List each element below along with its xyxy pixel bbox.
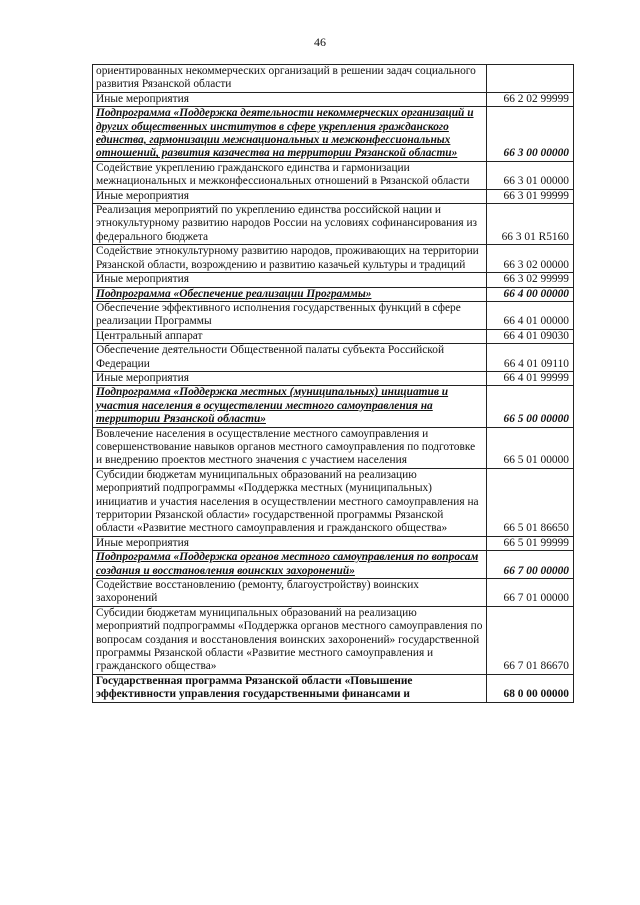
table-row xyxy=(93,606,574,674)
row-name: Иные мероприятия xyxy=(93,536,487,550)
subprogram-row xyxy=(93,386,574,427)
table-row xyxy=(93,65,574,93)
row-name: ориентированных некоммерческих организаций в решении задач социального развития Рязанской области xyxy=(93,65,487,93)
row-code: 66 3 02 99999 xyxy=(487,273,574,287)
table-row xyxy=(93,273,574,287)
row-code: 66 5 00 00000 xyxy=(487,386,574,427)
table-row xyxy=(93,468,574,536)
row-name: Иные мероприятия xyxy=(93,371,487,385)
subprogram-row xyxy=(93,287,574,301)
table-row xyxy=(93,204,574,245)
row-name: Содействие этнокультурному развитию народов, проживающих на территории Рязанской области, возрождению и развитию казачьей культуры и традиций xyxy=(93,245,487,273)
row-name: Подпрограмма «Поддержка местных (муниципальных) инициатив и участия населения в осуществлении местного самоуправления на территории Рязанской области» xyxy=(93,386,487,427)
row-name: Подпрограмма «Поддержка деятельности некоммерческих организаций и других общественных институтов в сфере укрепления гражданского единства, гармонизации межнациональных и межконфессиональных отношений, развития казачества на территории Рязанской области» xyxy=(93,107,487,162)
row-name: Содействие восстановлению (ремонту, благоустройству) воинских захоронений xyxy=(93,579,487,607)
table-row xyxy=(93,579,574,607)
table-row xyxy=(93,371,574,385)
row-code: 66 4 01 00000 xyxy=(487,301,574,329)
row-code: 66 5 01 99999 xyxy=(487,536,574,550)
row-name: Обеспечение эффективного исполнения государственных функций в сфере реализации Программы xyxy=(93,301,487,329)
row-code: 66 4 01 99999 xyxy=(487,371,574,385)
table-row xyxy=(93,92,574,106)
table-body xyxy=(93,65,574,703)
page-number: 46 xyxy=(314,35,326,49)
table-row xyxy=(93,245,574,273)
row-code xyxy=(487,65,574,93)
row-code: 66 5 01 00000 xyxy=(487,427,574,468)
budget-classification-table xyxy=(92,64,574,703)
row-code: 66 3 01 99999 xyxy=(487,189,574,203)
row-name: Иные мероприятия xyxy=(93,273,487,287)
table-row xyxy=(93,161,574,189)
row-name: Центральный аппарат xyxy=(93,329,487,343)
row-code: 66 4 00 00000 xyxy=(487,287,574,301)
row-name: Субсидии бюджетам муниципальных образований на реализацию мероприятий подпрограммы «Поддержка органов местного самоуправления по вопросам создания и восстановления воинских захоронений» государственной программы Рязанской области «Развитие местного самоуправления и гражданского общества» xyxy=(93,606,487,674)
row-code: 66 5 01 86650 xyxy=(487,468,574,536)
row-code: 66 3 01 R5160 xyxy=(487,204,574,245)
row-name: Реализация мероприятий по укреплению единства российской нации и этнокультурному развитию народов России на условиях софинансирования из федерального бюджета xyxy=(93,204,487,245)
row-code: 66 7 01 86670 xyxy=(487,606,574,674)
row-code: 66 7 00 00000 xyxy=(487,551,574,579)
row-code: 66 3 00 00000 xyxy=(487,107,574,162)
subprogram-row xyxy=(93,107,574,162)
row-code: 66 4 01 09110 xyxy=(487,344,574,372)
row-name: Государственная программа Рязанской области «Повышение эффективности управления государственными финансами и xyxy=(93,674,487,702)
row-name: Субсидии бюджетам муниципальных образований на реализацию мероприятий подпрограммы «Поддержка местных (муниципальных) инициатив и участия населения в осуществлении местного самоуправления на территории Рязанской области» государственной программы Рязанской области «Развитие местного самоуправления и гражданского общества» xyxy=(93,468,487,536)
table-row xyxy=(93,344,574,372)
program-row xyxy=(93,674,574,702)
row-name: Иные мероприятия xyxy=(93,92,487,106)
row-code: 66 4 01 09030 xyxy=(487,329,574,343)
row-code: 66 7 01 00000 xyxy=(487,579,574,607)
subprogram-row xyxy=(93,551,574,579)
row-name: Вовлечение населения в осуществление местного самоуправления и совершенствование навыков органов местного самоуправления по подготовке и внедрению проектов местного значения с участием населения xyxy=(93,427,487,468)
table-row xyxy=(93,189,574,203)
table-row xyxy=(93,301,574,329)
row-code: 66 3 01 00000 xyxy=(487,161,574,189)
row-name: Обеспечение деятельности Общественной палаты субъекта Российской Федерации xyxy=(93,344,487,372)
table-row xyxy=(93,536,574,550)
row-name: Иные мероприятия xyxy=(93,189,487,203)
row-code: 66 3 02 00000 xyxy=(487,245,574,273)
row-name: Содействие укреплению гражданского единства и гармонизации межнациональных и межконфессиональных отношений в Рязанской области xyxy=(93,161,487,189)
row-code: 68 0 00 00000 xyxy=(487,674,574,702)
table-row xyxy=(93,329,574,343)
row-name: Подпрограмма «Поддержка органов местного самоуправления по вопросам создания и восстановления воинских захоронений» xyxy=(93,551,487,579)
row-name: Подпрограмма «Обеспечение реализации Программы» xyxy=(93,287,487,301)
table-row xyxy=(93,427,574,468)
row-code: 66 2 02 99999 xyxy=(487,92,574,106)
